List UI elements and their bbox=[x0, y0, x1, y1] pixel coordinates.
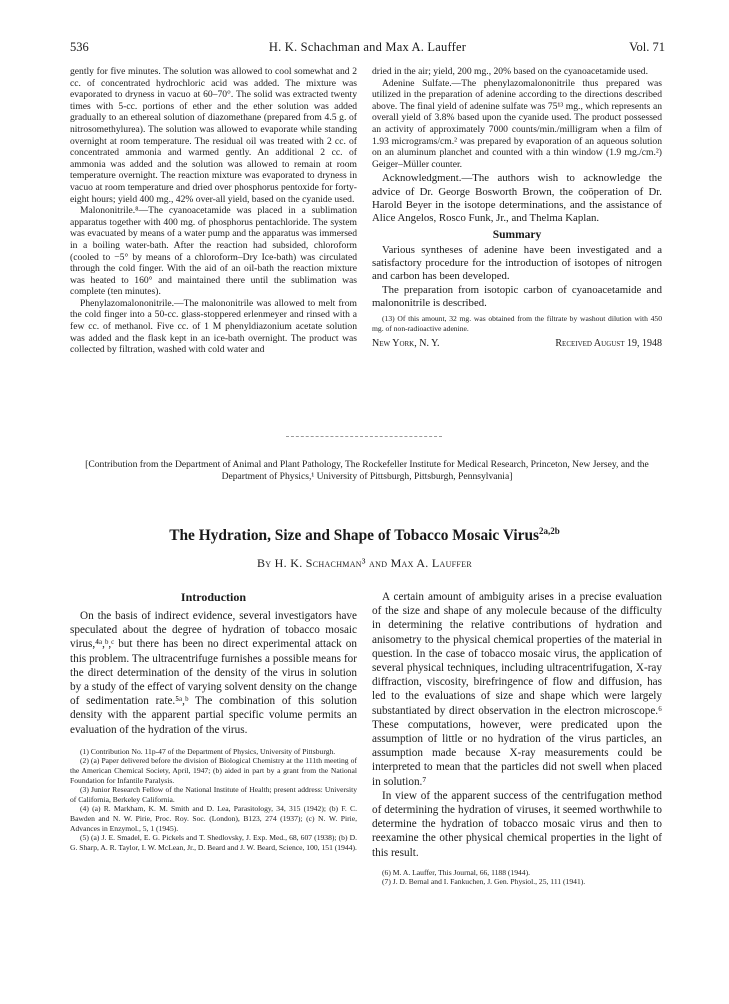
body-paragraph: In view of the apparent success of the centrifugation method of determining the hydration of viruses, it seemed worthwhile to determine the hydration of tobacco mosaic virus and then to reexamine the other physical chemical properties in the light of this result. bbox=[372, 789, 662, 859]
running-header bbox=[70, 40, 665, 56]
article-right-column bbox=[372, 590, 662, 887]
volume-label: Vol. 71 bbox=[629, 40, 665, 54]
article-divider bbox=[286, 436, 442, 437]
prev-paragraph: dried in the air; yield, 200 mg., 20% based on the cyanoacetamide used. bbox=[372, 66, 649, 77]
summary-heading: Summary bbox=[492, 228, 542, 241]
footnotes-left bbox=[70, 747, 357, 853]
prev-paragraph: Malononitrile.⁸—The cyanoacetamide was placed in a sublimation apparatus together with 400 mg. of phosphorus pentachloride. The system was evacuated by means of a water pump and the apparatus was immersed in a boiling water-bath. After the reaction had subsided, chloroform (cooled to −5° by means of a chloroform–Dry Ice-bath) was circulated through the cold finger. With the aid of an oil-bath the reaction mixture was heated to 160° and maintained there until the sublimation was complete (ten minutes). bbox=[70, 205, 357, 298]
prev-paragraph: gently for five minutes. The solution was allowed to cool somewhat and 2 cc. of concentrated hydrochloric acid was added. The mixture was evaporated to dryness in vacuo at 60–70°. The solid was extracted twenty times with 5-cc. portions of ether and the ether solution was added gradually to an ethereal solution of diazomethane (prepared from 4.5 g. of nitrosomethylurea). The solution was allowed to evaporate while standing overnight at room temperature. The residual oil was treated with 2 cc. of concentrated ammonia and warmed gently. An additional 2 cc. of ammonia was added and the solution was allowed to remain at room temperature overnight. The reaction mixture was evaporated to dryness in vacuo at room temperature and dried over phosphorus pentoxide for forty-eight hours; yield 400 mg., 42% over-all yield, based on the cyanide used. bbox=[70, 66, 357, 205]
dateline bbox=[372, 338, 662, 349]
acknowledgment: Acknowledgment.—The authors wish to acknowledge the advice of Dr. George Bosworth Brown, the coöperation of Dr. Harold Beyer in the isotope determinations, and the assistance of Alice Angelos, Rosco Funk, Jr., and Thelma Kaplan. bbox=[372, 172, 662, 225]
footnote: (5) (a) J. E. Smadel, E. G. Pickels and T. Shedlovsky, J. Exp. Med., 68, 607 (1938); (b) D. G. Sharp, A. R. Taylor, I. W. McLean, Jr., D. Beard and J. W. Beard, Science, 100, 151 (1944). bbox=[70, 833, 357, 852]
footnote: (6) M. A. Lauffer, This Journal, 66, 1188 (1944). bbox=[382, 867, 531, 877]
prev-article-left-column bbox=[70, 66, 357, 356]
article-authors: By H. K. Schachman³ and Max A. Lauffer bbox=[256, 556, 473, 570]
prev-paragraph: Adenine Sulfate.—The phenylazomalononitrile thus prepared was utilized in the preparation of adenine according to the directions described above. The final yield of adenine sulfate was 75¹³ mg., which represents an overall yield of 3.8% based upon the cyanide used. The product possessed an activity of approximately 7000 counts/min./milligram when a film of 1.93 micrograms/cm.² was prepared by evaporation of an aqueous solution on an aluminum planchet and counted with a thin window (1.9 mg./cm.²) Geiger–Müller counter. bbox=[372, 77, 662, 170]
running-title: H. K. Schachman and Max A. Lauffer bbox=[268, 40, 467, 54]
page-number: 536 bbox=[70, 40, 89, 54]
section-heading: Introduction bbox=[180, 590, 247, 604]
prev-paragraph: Phenylazomalononitrile.—The malononitrile was allowed to melt from the cold finger into a 50-cc. glass-stoppered erlenmeyer and rinsed with a few cc. of methanol. Five cc. of 1 M phenyldiazonium acetate solution was added and the flask kept in an ice-bath overnight. The product was collected by filtration, washed with cold water and bbox=[70, 297, 357, 356]
footnote: (3) Junior Research Fellow of the National Institute of Health; present address: University of California, Berkeley California. bbox=[70, 785, 357, 804]
intro-paragraph: On the basis of indirect evidence, several investigators have speculated about the degree of hydration of tobacco mosaic virus,⁴ᵃ,ᵇ,ᶜ but there has been no direct experimental attack on this problem. The ultracentrifuge furnishes a possible means for the direct determination of the density of the virus in solution by a study of the effect of varying solvent density on the change of sedimentation rate.⁵ᵃ,ᵇ The combination of this solution density with the apparent partial specific volume permits an evaluation of the hydration of the virus. bbox=[70, 610, 357, 736]
location: New York, N. Y. bbox=[372, 337, 440, 349]
footnote: (2) (a) Paper delivered before the division of Biological Chemistry at the 111th meeting of the American Chemical Society, April, 1947; (b) aided in part by a grant from the National Foundation for Infantile Paralysis. bbox=[70, 756, 357, 785]
body-paragraph: A certain amount of ambiguity arises in a precise evaluation of the size and shape of any molecule because of the difficulty in determining the relative contributions of hydration and anisometry to the physical chemical properties of the material in question. In the case of tobacco mosaic virus, the application of several physical techniques, including ultracentrifugation, X-ray diffraction, viscosity, birefringence of flow and diffusion, has led to the evaluations of size and shape which were largely substantiated by direct observation in the electron microscope.⁶ These computations, however, were predicated upon the assumption of little or no hydration of the virus particles, an assumption made because X-ray measurements could be interpreted to mean that the particles did not swell when placed in solution.⁷ bbox=[372, 591, 662, 788]
affiliation: [Contribution from the Department of Animal and Plant Pathology, The Rockefeller Institute for Medical Research, Princeton, New Jersey, and the Department of Physics,¹ University of Pittsburgh, Pittsburgh, Pennsylvania] bbox=[85, 459, 649, 482]
footnotes-right bbox=[372, 868, 662, 887]
prev-article-right-column bbox=[372, 66, 662, 349]
article-left-column bbox=[70, 590, 357, 852]
summary-paragraph: Various syntheses of adenine have been investigated and a satisfactory procedure for the introduction of isotopes of nitrogen and carbon has been developed. bbox=[372, 243, 662, 283]
received-date: Received August 19, 1948 bbox=[555, 337, 662, 349]
footnote: (13) Of this amount, 32 mg. was obtained from the filtrate by washout dilution with 450 mg. of non-radioactive adenine. bbox=[372, 314, 662, 333]
footnote: (1) Contribution No. 11p-47 of the Department of Physics, University of Pittsburgh. bbox=[80, 746, 336, 756]
summary-paragraph: The preparation from isotopic carbon of cyanoacetamide and malononitrile is described. bbox=[372, 283, 662, 310]
title-superscript: 2a,2b bbox=[539, 525, 560, 536]
footnote: (4) (a) R. Markham, K. M. Smith and D. Lea, Parasitology, 34, 315 (1942); (b) F. C. Bawden and N. W. Pirie, Proc. Roy. Soc. (London), B123, 274 (1937); (c) N. W. Pirie, Advances in Enzymol., 5, 1 (1945). bbox=[70, 804, 357, 833]
footnote: (7) J. D. Bernal and I. Fankuchen, J. Gen. Physiol., 25, 111 (1941). bbox=[382, 877, 586, 887]
article-title bbox=[0, 527, 729, 545]
title-text: The Hydration, Size and Shape of Tobacco Mosaic Virus bbox=[169, 527, 540, 544]
